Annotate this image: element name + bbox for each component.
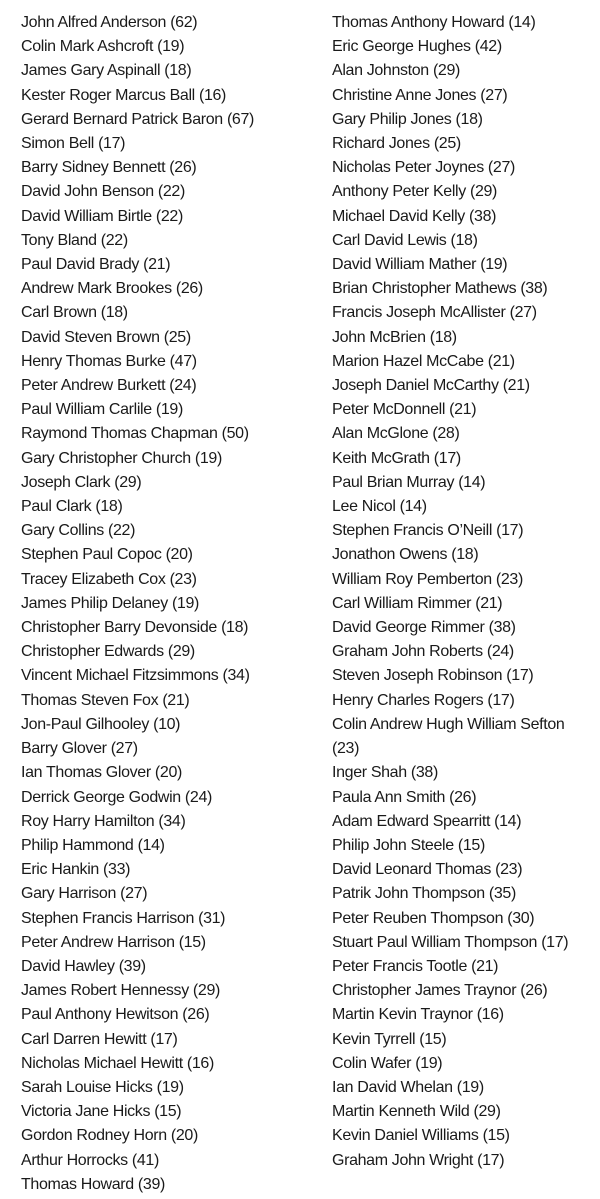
name-entry: Gary Collins (22) — [21, 522, 136, 540]
name-entry: Simon Bell (17) — [21, 135, 126, 153]
name-entry: Henry Charles Rogers (17) — [332, 691, 515, 709]
name-entry: James Robert Hennessy (29) — [21, 982, 220, 1000]
name-entry: Graham John Roberts (24) — [332, 643, 514, 661]
name-entry: Gerard Bernard Patrick Baron (67) — [21, 110, 254, 128]
name-entry: Lee Nicol (14) — [332, 498, 427, 516]
name-entry: Graham John Wright (17) — [332, 1151, 505, 1169]
name-entry: Inger Shah (38) — [332, 764, 438, 782]
name-entry: Adam Edward Spearritt (14) — [332, 812, 522, 830]
name-entry: Peter McDonnell (21) — [332, 401, 477, 419]
name-entry: David Leonard Thomas (23) — [332, 861, 523, 879]
name-entry: Carl Darren Hewitt (17) — [21, 1030, 178, 1048]
name-entry: Nicholas Michael Hewitt (16) — [21, 1054, 214, 1072]
name-entry: Christopher James Traynor (26) — [332, 982, 548, 1000]
name-entry: Raymond Thomas Chapman (50) — [21, 425, 249, 443]
name-entry: Peter Reuben Thompson (30) — [332, 909, 535, 927]
name-entry: Peter Andrew Burkett (24) — [21, 377, 197, 395]
name-entry: Philip Hammond (14) — [21, 836, 165, 854]
name-entry: Colin Wafer (19) — [332, 1054, 443, 1072]
name-entry: Peter Francis Tootle (21) — [332, 957, 499, 975]
name-entry: Thomas Anthony Howard (14) — [332, 14, 536, 31]
name-entry: Gary Harrison (27) — [21, 885, 148, 903]
name-entry: Eric Hankin (33) — [21, 861, 131, 879]
name-entry: Roy Harry Hamilton (34) — [21, 812, 186, 830]
name-entry: Brian Christopher Mathews (38) — [332, 280, 548, 298]
name-entry: Carl Brown (18) — [21, 304, 128, 322]
name-entry: David John Benson (22) — [21, 183, 185, 201]
name-entry: Keith McGrath (17) — [332, 449, 461, 467]
name-entry: Philip John Steele (15) — [332, 836, 485, 854]
name-entry: Alan McGlone (28) — [332, 425, 460, 443]
name-entry: Alan Johnston (29) — [332, 62, 461, 80]
name-entry: Kevin Daniel Williams (15) — [332, 1127, 510, 1145]
name-entry: Francis Joseph McAllister (27) — [332, 304, 537, 322]
name-entry: Jon-Paul Gilhooley (10) — [21, 715, 181, 733]
name-entry: Carl William Rimmer (21) — [332, 594, 503, 612]
name-entry: Paula Ann Smith (26) — [332, 788, 477, 806]
name-entry: Thomas Howard (39) — [21, 1175, 165, 1193]
name-entry: Ian David Whelan (19) — [332, 1078, 484, 1096]
name-entry: Eric George Hughes (42) — [332, 38, 502, 56]
name-entry: Martin Kevin Traynor (16) — [332, 1006, 504, 1024]
name-entry: Arthur Horrocks (41) — [21, 1151, 159, 1169]
name-entry: Marion Hazel McCabe (21) — [332, 352, 515, 370]
name-entry: Andrew Mark Brookes (26) — [21, 280, 203, 298]
name-entry: James Philip Delaney (19) — [21, 594, 200, 612]
name-entry: Patrik John Thompson (35) — [332, 885, 516, 903]
name-entry: Christopher Barry Devonside (18) — [21, 619, 249, 637]
name-entry: Paul William Carlile (19) — [21, 401, 183, 419]
name-entry: Henry Thomas Burke (47) — [21, 352, 197, 370]
name-entry: Joseph Daniel McCarthy (21) — [332, 377, 530, 395]
name-entry: Sarah Louise Hicks (19) — [21, 1078, 184, 1096]
name-entry: David Hawley (39) — [21, 957, 146, 975]
name-entry: Paul David Brady (21) — [21, 256, 171, 274]
names-column-right — [332, 11, 594, 1173]
name-entry: Gordon Rodney Horn (20) — [21, 1127, 198, 1145]
name-entry: Stephen Paul Copoc (20) — [21, 546, 193, 564]
name-entry: Vincent Michael Fitzsimmons (34) — [21, 667, 250, 685]
name-entry: John Alfred Anderson (62) — [21, 14, 198, 31]
name-entry: Stephen Francis O’Neill (17) — [332, 522, 524, 540]
name-entry: David William Mather (19) — [332, 256, 508, 274]
name-entry: Nicholas Peter Joynes (27) — [332, 159, 515, 177]
name-entry: Peter Andrew Harrison (15) — [21, 933, 206, 951]
name-entry: William Roy Pemberton (23) — [332, 570, 523, 588]
name-entry: Anthony Peter Kelly (29) — [332, 183, 498, 201]
name-entry: Michael David Kelly (38) — [332, 207, 497, 225]
name-entry: Colin Mark Ashcroft (19) — [21, 38, 185, 56]
name-entry: James Gary Aspinall (18) — [21, 62, 192, 80]
name-entry: Paul Anthony Hewitson (26) — [21, 1006, 210, 1024]
name-entry: David William Birtle (22) — [21, 207, 183, 225]
name-entry: Victoria Jane Hicks (15) — [21, 1103, 182, 1121]
name-entry: Derrick George Godwin (24) — [21, 788, 212, 806]
name-entry: Gary Christopher Church (19) — [21, 449, 222, 467]
name-entry: Colin Andrew Hugh William Sefton (23) — [332, 715, 565, 758]
name-entry: Gary Philip Jones (18) — [332, 110, 483, 128]
name-entry: Stuart Paul William Thompson (17) — [332, 933, 569, 951]
name-entry: Carl David Lewis (18) — [332, 231, 478, 249]
name-entry: John McBrien (18) — [332, 328, 457, 346]
name-entry: Richard Jones (25) — [332, 135, 461, 153]
name-entry: Jonathon Owens (18) — [332, 546, 479, 564]
name-entry: Martin Kenneth Wild (29) — [332, 1103, 501, 1121]
name-entry: Kester Roger Marcus Ball (16) — [21, 86, 227, 104]
name-entry: Tracey Elizabeth Cox (23) — [21, 570, 197, 588]
name-entry: Christine Anne Jones (27) — [332, 86, 508, 104]
name-entry: Tony Bland (22) — [21, 231, 128, 249]
name-entry: Barry Sidney Bennett (26) — [21, 159, 197, 177]
name-entry: Barry Glover (27) — [21, 740, 138, 758]
name-entry: Steven Joseph Robinson (17) — [332, 667, 534, 685]
name-entry: Thomas Steven Fox (21) — [21, 691, 190, 709]
name-entry: Ian Thomas Glover (20) — [21, 764, 182, 782]
name-entry: Joseph Clark (29) — [21, 473, 142, 491]
names-column-left — [21, 11, 321, 1197]
name-entry: Kevin Tyrrell (15) — [332, 1030, 447, 1048]
name-entry: Christopher Edwards (29) — [21, 643, 195, 661]
name-entry: David Steven Brown (25) — [21, 328, 191, 346]
name-entry: Paul Brian Murray (14) — [332, 473, 486, 491]
name-entry: Stephen Francis Harrison (31) — [21, 909, 226, 927]
name-entry: David George Rimmer (38) — [332, 619, 516, 637]
name-entry: Paul Clark (18) — [21, 498, 123, 516]
